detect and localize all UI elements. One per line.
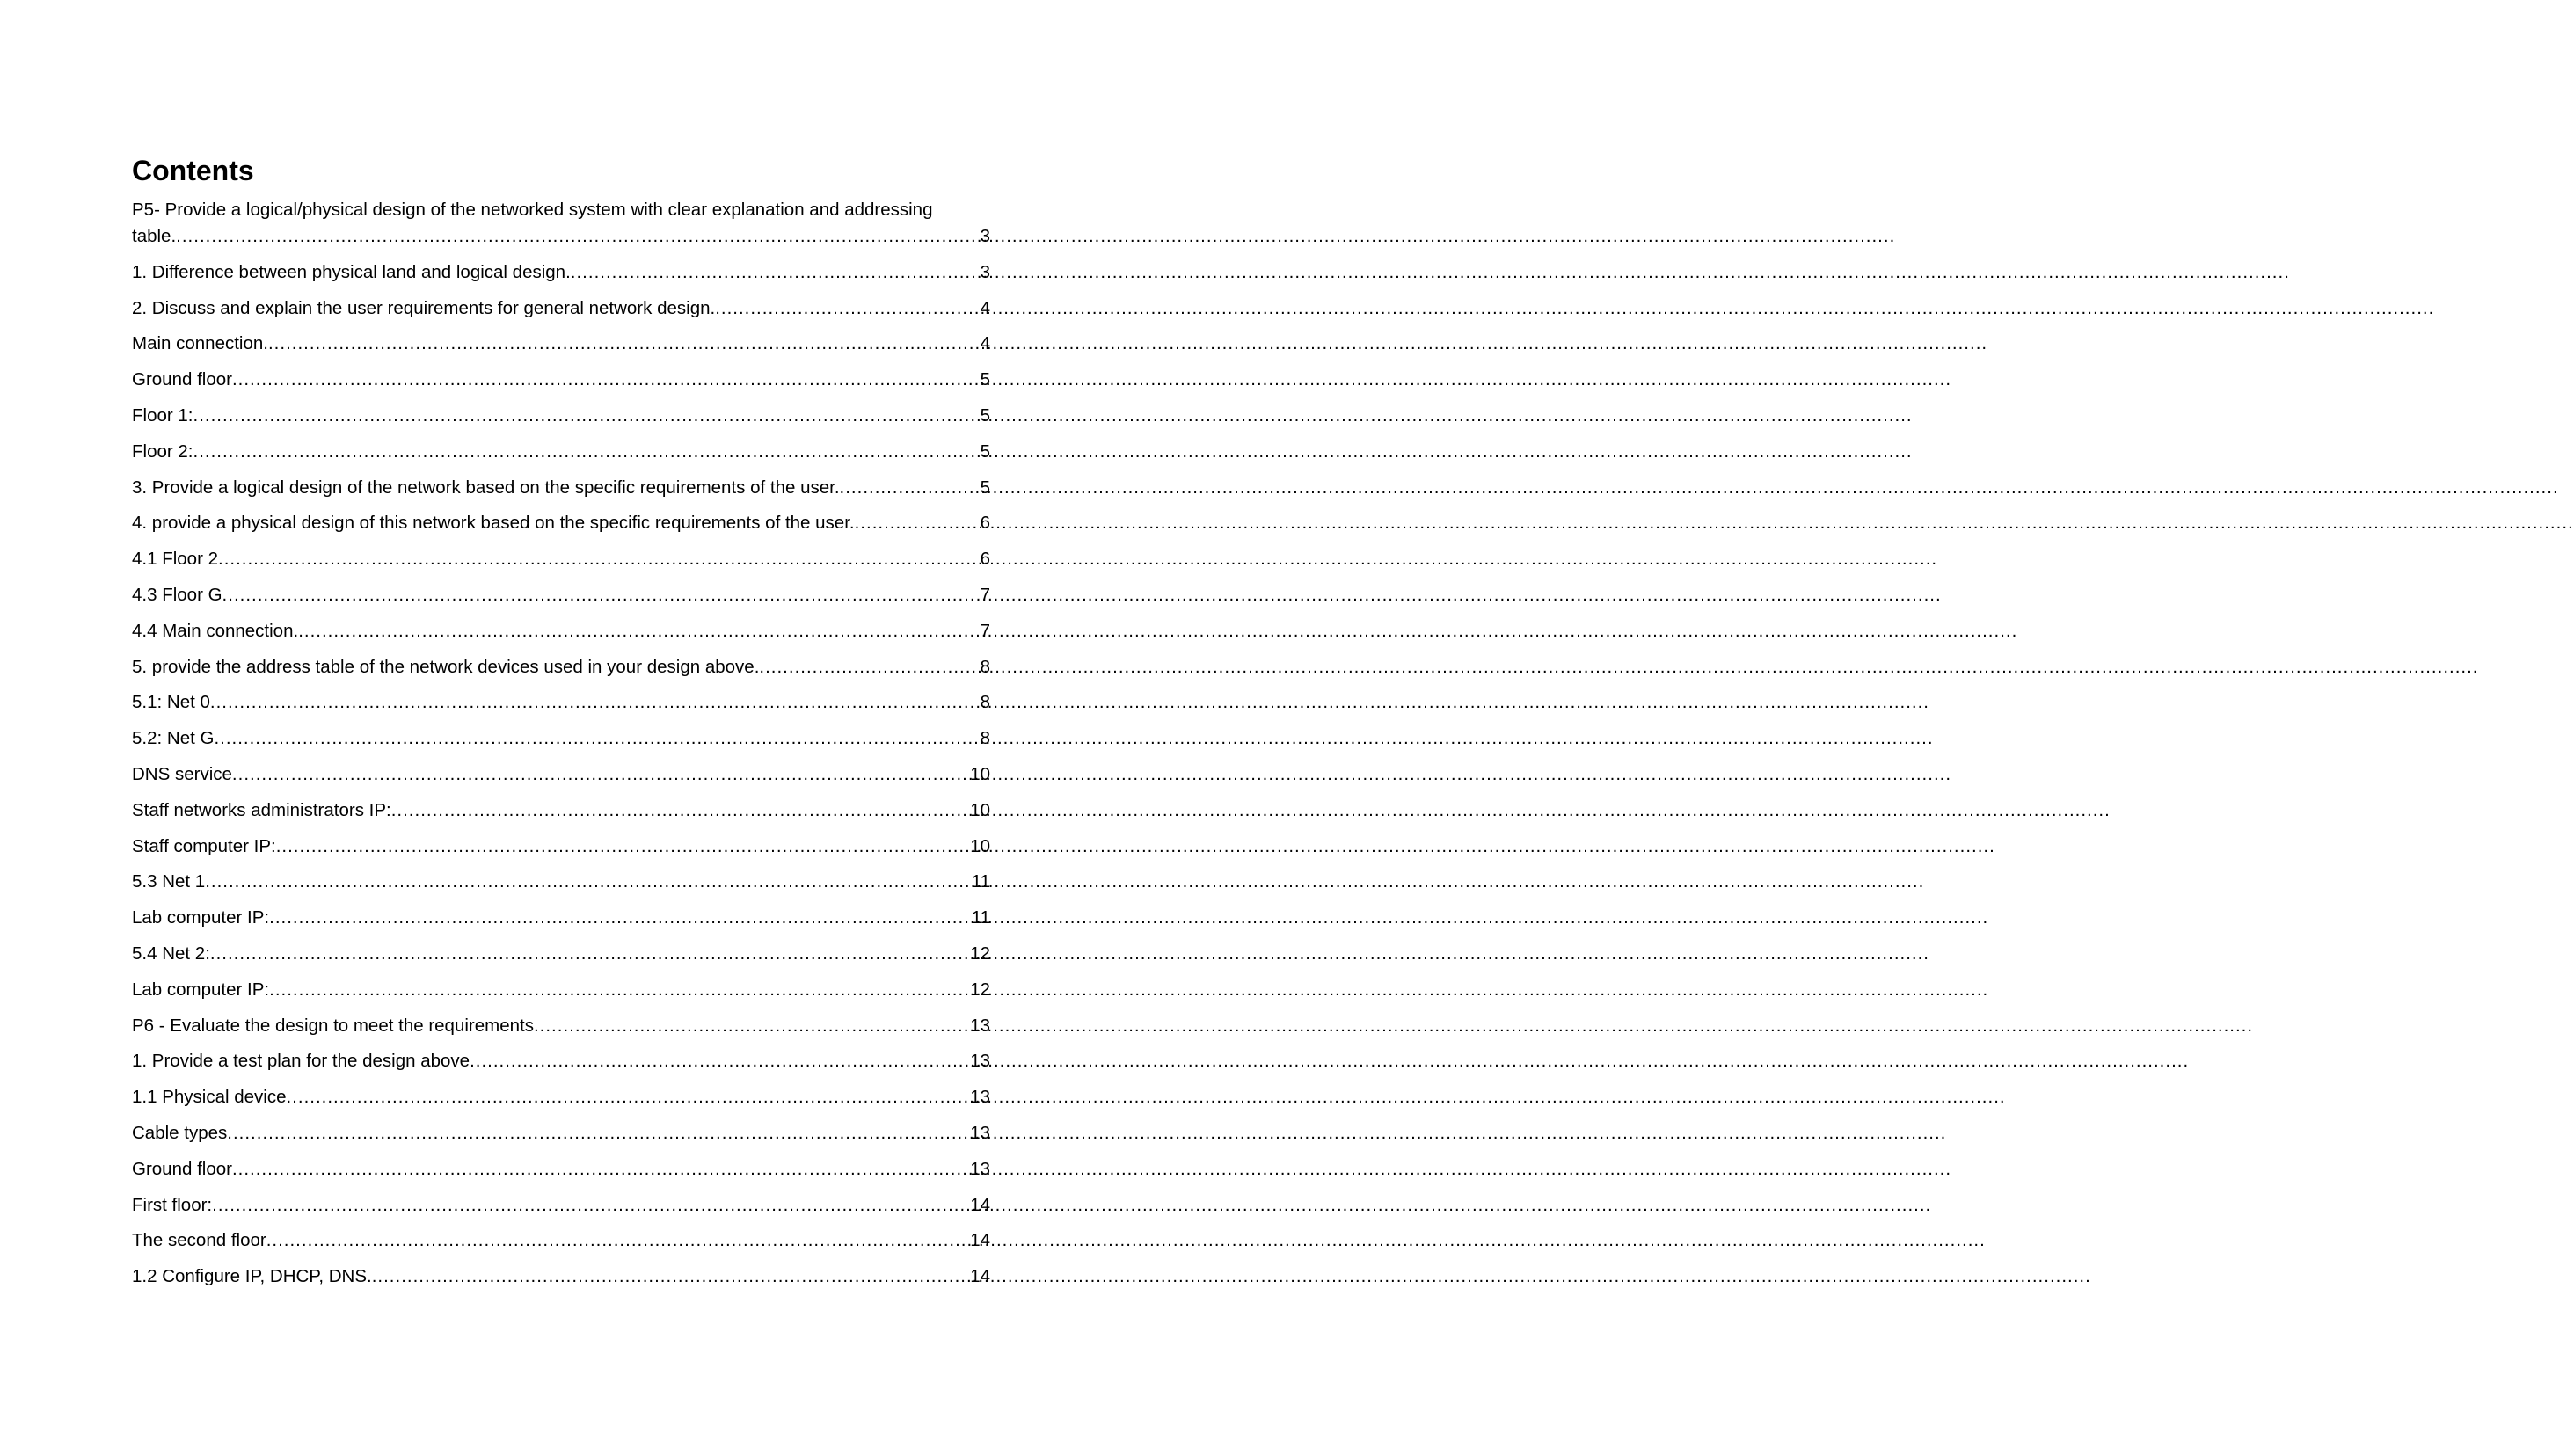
toc-page-number: 11 bbox=[971, 907, 990, 928]
toc-leader-dots bbox=[855, 510, 981, 536]
toc-entry-label: 2. Discuss and explain the user requirements for general network design. bbox=[132, 297, 716, 318]
toc-entry[interactable] bbox=[132, 834, 990, 860]
toc-leader-dots bbox=[840, 475, 981, 501]
toc-entry-label: First floor: bbox=[132, 1194, 213, 1215]
toc-page-number: 10 bbox=[970, 835, 990, 856]
toc-page-number: 5 bbox=[980, 404, 990, 426]
toc-entry-label: P6 - Evaluate the design to meet the requirements bbox=[132, 1015, 534, 1036]
toc-page-number: 14 bbox=[970, 1194, 990, 1215]
toc-entry-label: table. bbox=[132, 226, 177, 246]
toc-page-number: 6 bbox=[980, 513, 990, 534]
toc-entry-label: 1.1 Physical device bbox=[132, 1087, 287, 1108]
toc-entry[interactable] bbox=[132, 1013, 990, 1039]
toc-entry-label: 4.3 Floor G bbox=[132, 584, 222, 605]
toc-page-number: 13 bbox=[970, 1087, 990, 1108]
toc-leader-dots bbox=[210, 689, 981, 716]
toc-entry-label: 5.1: Net 0 bbox=[132, 692, 210, 713]
toc-entry[interactable] bbox=[132, 618, 990, 644]
toc-entry-label: 5.2: Net G bbox=[132, 728, 215, 749]
toc-entry-label: Ground floor bbox=[132, 1158, 232, 1179]
toc-leader-dots bbox=[210, 941, 970, 967]
toc-entry-label: Main connection. bbox=[132, 333, 268, 354]
toc-entry-label: DNS service bbox=[132, 763, 232, 784]
toc-entry-label: 1.2 Configure IP, DHCP, DNS. bbox=[132, 1266, 372, 1287]
toc-page-number: 5 bbox=[980, 369, 990, 390]
toc-list bbox=[132, 197, 990, 1290]
toc-entry[interactable] bbox=[132, 1263, 990, 1290]
toc-entry-label: Lab computer IP: bbox=[132, 907, 270, 928]
toc-leader-dots bbox=[232, 761, 970, 788]
toc-entry-label: Cable types bbox=[132, 1122, 228, 1143]
toc-entry[interactable] bbox=[132, 1084, 990, 1110]
toc-leader-dots bbox=[276, 834, 970, 860]
toc-entry-label: 4.4 Main connection. bbox=[132, 620, 299, 641]
toc-leader-dots bbox=[205, 869, 972, 895]
toc-leader-dots bbox=[266, 1227, 970, 1254]
toc-entry-label: 1. Provide a test plan for the design above bbox=[132, 1051, 470, 1072]
toc-page-number: 13 bbox=[970, 1051, 990, 1072]
contents-heading: Contents bbox=[132, 155, 254, 186]
toc-entry[interactable] bbox=[132, 941, 990, 967]
toc-leader-dots bbox=[372, 1263, 970, 1290]
toc-page-number: 8 bbox=[980, 692, 990, 713]
toc-leader-dots bbox=[193, 439, 981, 465]
toc-page-number: 4 bbox=[980, 333, 990, 354]
toc-entry[interactable] bbox=[132, 259, 990, 286]
toc-entry[interactable] bbox=[132, 654, 990, 681]
toc-page-number: 3 bbox=[980, 261, 990, 282]
toc-page-number: 10 bbox=[970, 763, 990, 784]
toc-page-number: 3 bbox=[980, 226, 990, 246]
toc-entry[interactable] bbox=[132, 725, 990, 752]
toc-entry-label: 4. provide a physical design of this network based on the specific requirements of the user. bbox=[132, 513, 855, 534]
toc-entry-label: 5. provide the address table of the network devices used in your design above. bbox=[132, 656, 760, 677]
toc-entry[interactable] bbox=[132, 295, 990, 322]
toc-leader-dots bbox=[571, 259, 981, 286]
toc-leader-dots bbox=[218, 546, 981, 572]
toc-leader-dots bbox=[534, 1013, 970, 1039]
toc-page-number: 7 bbox=[980, 584, 990, 605]
toc-entry[interactable] bbox=[132, 977, 990, 1003]
toc-page-number: 14 bbox=[970, 1230, 990, 1251]
toc-entry-label: 3. Provide a logical design of the network based on the specific requirements of the user. bbox=[132, 477, 840, 498]
toc-entry[interactable] bbox=[132, 439, 990, 465]
toc-entry[interactable] bbox=[132, 331, 990, 357]
toc-page-number: 4 bbox=[980, 297, 990, 318]
toc-leader-dots bbox=[214, 725, 980, 752]
toc-page-number: 5 bbox=[980, 477, 990, 498]
toc-entry-label: Floor 1: bbox=[132, 404, 193, 426]
toc-leader-dots bbox=[286, 1084, 970, 1110]
toc-entry[interactable] bbox=[132, 1227, 990, 1254]
toc-page-number: 8 bbox=[980, 656, 990, 677]
toc-entry-label: Staff networks administrators IP: bbox=[132, 799, 391, 820]
toc-entry-label: 5.4 Net 2: bbox=[132, 943, 210, 964]
toc-entry-label: The second floor bbox=[132, 1230, 266, 1251]
toc-entry[interactable] bbox=[132, 761, 990, 788]
toc-entry-label: 4.1 Floor 2 bbox=[132, 549, 218, 570]
toc-entry-label-line1: P5- Provide a logical/physical design of the networked system with clear explanation and addressing bbox=[132, 200, 933, 220]
toc-entry-p5[interactable] bbox=[132, 197, 990, 250]
toc-entry[interactable] bbox=[132, 1192, 990, 1219]
toc-entry-label: 1. Difference between physical land and logical design. bbox=[132, 261, 571, 282]
toc-entry[interactable] bbox=[132, 475, 990, 501]
toc-entry-label: 5.3 Net 1 bbox=[132, 871, 206, 892]
toc-leader-dots bbox=[391, 797, 970, 824]
toc-leader-dots bbox=[232, 1156, 970, 1183]
toc-page-number: 10 bbox=[970, 799, 990, 820]
toc-entry-label: Ground floor bbox=[132, 369, 232, 390]
toc-entry-label: Staff computer IP: bbox=[132, 835, 276, 856]
toc-entry-label: Floor 2: bbox=[132, 440, 193, 462]
toc-page-number: 13 bbox=[970, 1158, 990, 1179]
toc-page-number: 12 bbox=[970, 979, 990, 1000]
toc-leader-dots bbox=[470, 1048, 970, 1074]
toc-leader-dots bbox=[715, 295, 980, 322]
toc-page-number: 11 bbox=[971, 871, 990, 892]
toc-leader-dots bbox=[176, 223, 980, 250]
toc-entry[interactable] bbox=[132, 905, 990, 931]
toc-page-number: 13 bbox=[970, 1122, 990, 1143]
toc-leader-dots bbox=[759, 654, 980, 681]
toc-page-number: 13 bbox=[970, 1015, 990, 1036]
toc-leader-dots bbox=[193, 403, 981, 429]
toc-leader-dots bbox=[212, 1192, 970, 1219]
toc-leader-dots bbox=[222, 582, 981, 608]
toc-entry[interactable] bbox=[132, 510, 990, 536]
toc-page-number: 12 bbox=[970, 943, 990, 964]
toc-entry[interactable] bbox=[132, 367, 990, 393]
toc-entry-label: Lab computer IP: bbox=[132, 979, 270, 1000]
toc-entry[interactable] bbox=[132, 582, 990, 608]
toc-entry[interactable] bbox=[132, 403, 990, 429]
toc-leader-dots bbox=[227, 1120, 970, 1147]
toc-entry[interactable] bbox=[132, 869, 990, 895]
toc-leader-dots bbox=[232, 367, 981, 393]
toc-entry[interactable] bbox=[132, 689, 990, 716]
toc-leader-dots bbox=[269, 905, 972, 931]
toc-entry[interactable] bbox=[132, 1048, 990, 1074]
document-page bbox=[132, 153, 990, 1299]
toc-entry[interactable] bbox=[132, 1120, 990, 1147]
toc-page-number: 8 bbox=[980, 728, 990, 749]
toc-page-number: 14 bbox=[970, 1266, 990, 1287]
toc-entry[interactable] bbox=[132, 797, 990, 824]
toc-entry[interactable] bbox=[132, 1156, 990, 1183]
toc-leader-dots bbox=[269, 977, 970, 1003]
toc-page-number: 5 bbox=[980, 440, 990, 462]
toc-leader-dots bbox=[298, 618, 980, 644]
toc-page-number: 6 bbox=[980, 549, 990, 570]
toc-entry[interactable] bbox=[132, 546, 990, 572]
toc-page-number: 7 bbox=[980, 620, 990, 641]
toc-leader-dots bbox=[268, 331, 981, 357]
